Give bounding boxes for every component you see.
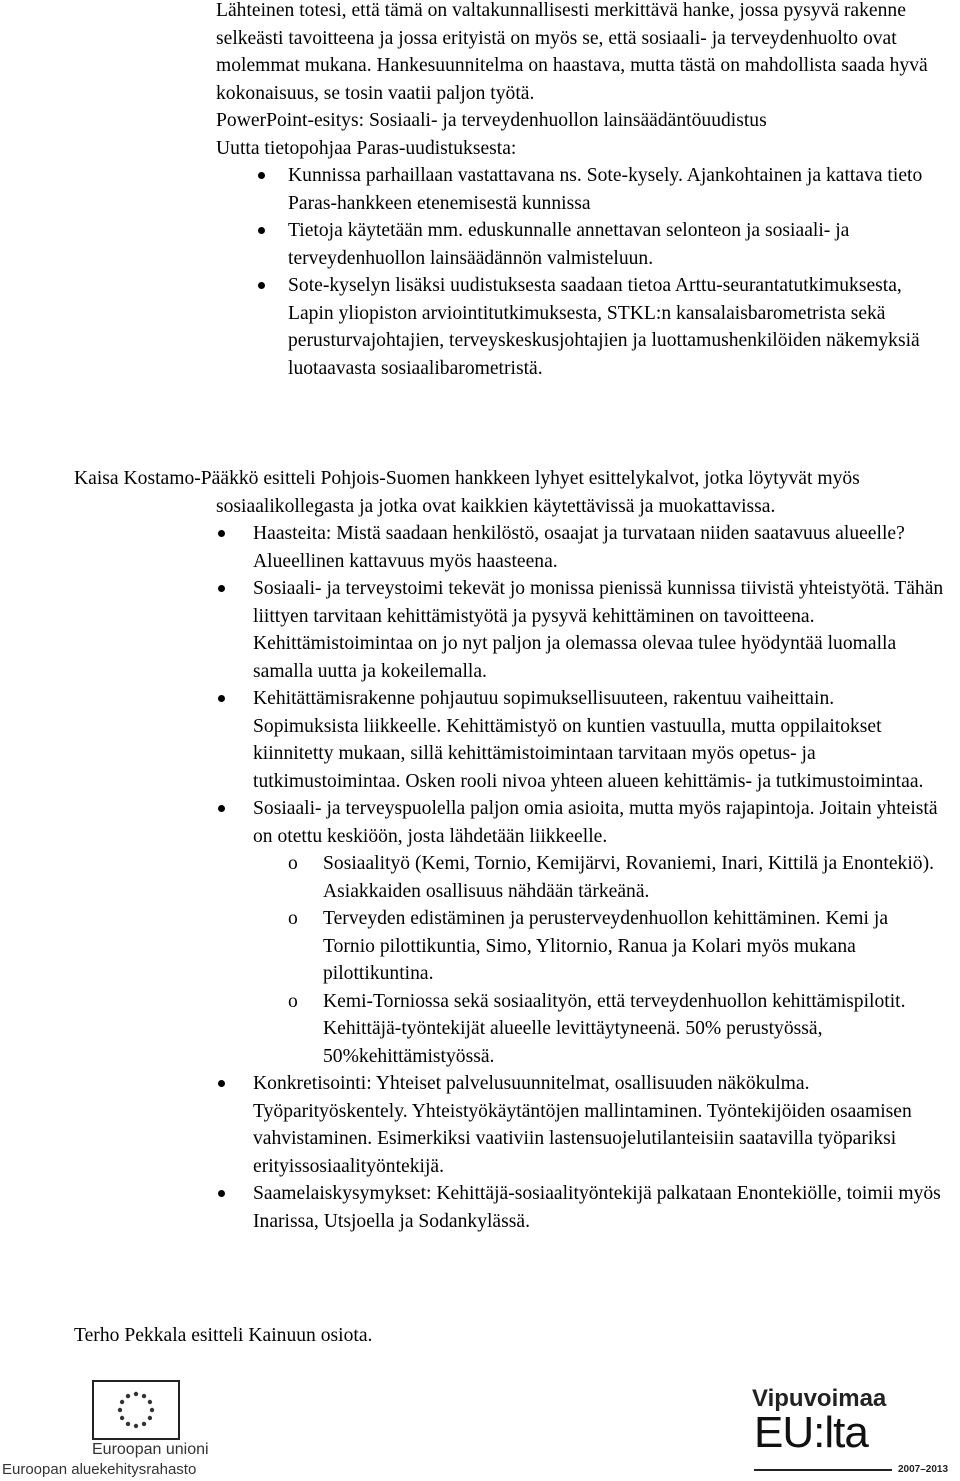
erdf-label: Euroopan aluekehitysrahasto (2, 1461, 197, 1478)
sub-list-item: o Sosiaalityö (Kemi, Tornio, Kemijärvi, Rovaniemi, Inari, Kittilä ja Enontekiö). Asiakkaiden osallisuus nähdään tärkeänä. (323, 850, 944, 905)
list-item: Sosiaali- ja terveyspuolella paljon omia asioita, mutta myös rajapintoja. Joitain yhteistä on otettu keskiöön, josta lähdetään liikkeelle. o Sosiaalityö (Kemi, Tornio, Kemijärvi, Rovaniemi, Inari, Kittilä ja Enontekiö). Asiakkaiden osallisuus nähdään tärkeänä. o Terveyden edistäminen ja perusterveydenhuollon kehittäminen. Kemi ja Tornio pilottikuntia, Simo, Ylitornio, Ranua ja Kolari myös mukana pilottikuntina. o Kemi-Torniossa sekä sosiaalityön, että terveydenhuollon kehittämispilotit. Kehittäjä-työntekijät alueelle levittäytyneenä. 50% perustyössä, 50%kehittämistyössä. (216, 795, 944, 1070)
list-item: Kehitättämisrakenne pohjautuu sopimuksellisuuteen, rakentuu vaiheittain. Sopimuksista liikkeelle. Kehittämistyö on kuntien vastuulla, mutta oppilaitokset kiinnitetty mukaan, sillä kehittämistoimintaan tarvitaan myös opetus- ja tutkimustoimintaa. Osken rooli nivoa yhteen alueen kehittämis- ja tutkimustoimintaa. (216, 685, 944, 795)
bullet-icon (254, 217, 268, 245)
vipuvoimaa-logo (740, 1385, 960, 1481)
list-item: Sosiaali- ja terveystoimi tekevät jo monissa pienissä kunnissa tiivistä yhteistyötä. Tähän liittyen tarvitaan kehittämistyötä ja pysyvä kehittäminen on tavoitteena. Kehittämistoimintaa on jo nyt paljon ja olemassa olevaa tulee hyödyntää luomalla samalla uutta ja kokeilemalla. (216, 575, 944, 685)
sub-list-item: o Terveyden edistäminen ja perusterveydenhuollon kehittäminen. Kemi ja Tornio pilottikuntia, Simo, Ylitornio, Ranua ja Kolari myös mukana pilottikuntina. (323, 905, 944, 988)
bullet-icon (214, 1180, 228, 1208)
bullet-icon (254, 272, 268, 300)
sub-bullet-list (253, 850, 944, 1070)
list-item: Tietoja käytetään mm. eduskunnalle annettavan selonteon ja sosiaali- ja terveydenhuollon lainsäädännön valmisteluun. (252, 217, 946, 272)
bullet-icon (214, 795, 228, 823)
vipuvoimaa-title: Vipuvoimaa (752, 1385, 887, 1412)
list-item: Kunnissa parhaillaan vastattavana ns. Sote-kysely. Ajankohtainen ja kattava tieto Paras-hankkeen etenemisestä kunnissa (252, 162, 946, 217)
powerpoint-title: PowerPoint-esitys: Sosiaali- ja terveydenhuollon lainsäädäntöuudistus (216, 110, 767, 131)
eu-flag-icon (92, 1380, 180, 1440)
bullet-icon (214, 1070, 228, 1098)
intro-paragraph: Lähteinen totesi, että tämä on valtakunnallisesti merkittävä hanke, jossa pysyvä rakenne selkeästi tavoitteena ja jossa erityistä on myös se, että sosiaali- ja terveydenhuolto ovat molemmat mukana. Hankesuunnitelma on haastava, mutta tästä on mahdollista saada hyvä kokonaisuus, se tosin vaatii paljon työtä. (216, 0, 928, 104)
section-pekkala (74, 1322, 674, 1350)
list-item: Konkretisointi: Yhteiset palvelusuunnitelmat, osallisuuden näkökulma. Työparityöskentely. Yhteistyökäytäntöjen mallintaminen. Työntekijöiden osaamisen vahvistaminen. Esimerkiksi vaativiin lastensuojelutilanteisiin saatavilla työpariksi erityissosiaalityöntekijä. (216, 1070, 944, 1180)
circle-bullet-icon: o (288, 990, 298, 1012)
closing-paragraph: Terho Pekkala esitteli Kainuun osiota. (74, 1325, 373, 1346)
bullet-list (216, 520, 944, 1235)
bullet-icon (214, 575, 228, 603)
subheading: Uutta tietopohjaa Paras-uudistuksesta: (216, 137, 517, 159)
eu-label: Euroopan unioni (92, 1441, 209, 1458)
section-lahteinen (216, 0, 946, 382)
bullet-icon (214, 520, 228, 548)
sub-list-item: o Kemi-Torniossa sekä sosiaalityön, että terveydenhuollon kehittämispilotit. Kehittäjä-työntekijät alueelle levittäytyneenä. 50% perustyössä, 50%kehittämistyössä. (323, 988, 944, 1071)
section-kostamo-paakko (74, 465, 944, 1235)
bullet-icon (214, 685, 228, 713)
list-item: Sote-kyselyn lisäksi uudistuksesta saadaan tietoa Arttu-seurantatutkimuksesta, Lapin yliopiston arviointitutkimuksesta, STKL:n kansalaisbarometrista sekä perusturvajohtajien, terveyskeskusjohtajien ja luottamushenkilöiden näkemyksiä luotaavasta sosiaalibarometristä. (252, 272, 946, 382)
list-item: Saamelaiskysymykset: Kehittäjä-sosiaalityöntekijä palkataan Enontekiölle, toimii myös Inarissa, Utsjoella ja Sodankylässä. (216, 1180, 944, 1235)
eu-lta-title: EU:lta (754, 1408, 868, 1457)
list-item: Haasteita: Mistä saadaan henkilöstö, osaajat ja turvataan niiden saatavuus alueelle? Alueellinen kattavuus myös haasteena. (216, 520, 944, 575)
eu-logo (0, 1375, 215, 1481)
circle-bullet-icon: o (288, 908, 298, 929)
bullet-list (252, 162, 946, 382)
intro-paragraph: Kaisa Kostamo-Pääkkö esitteli Pohjois-Suomen hankkeen lyhyet esittelykalvot, jotka löytyvät myös sosiaalikollegasta ja jotka ovat kaikkien käytettävissä ja muokattavissa. (74, 468, 860, 517)
logo-divider (754, 1469, 892, 1471)
circle-bullet-icon: o (288, 853, 298, 874)
program-years: 2007–2013 (898, 1464, 949, 1475)
bullet-icon (254, 162, 268, 190)
